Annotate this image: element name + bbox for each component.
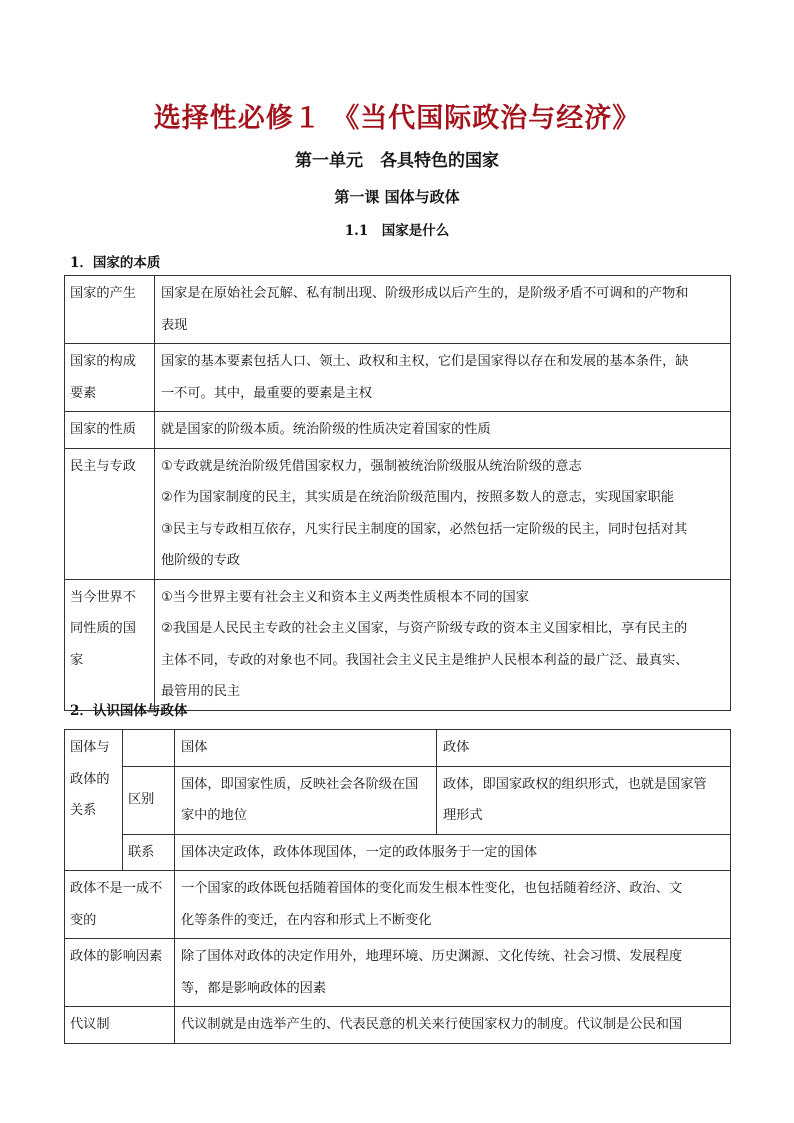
diff-zhengti: 政体，即国家政权的组织形式，也就是国家管 理形式 [437, 766, 731, 834]
row-label: 政体不是一成不 变的 [65, 871, 175, 939]
table-row [65, 448, 731, 579]
row-label: 代议制 [65, 1007, 175, 1044]
guoti-zhengti-table [64, 729, 731, 1044]
diff-guoti: 国体，即国家性质，反映社会各阶级在国 家中的地位 [175, 766, 437, 834]
main-title: 选择性必修１ 《当代国际政治与经济》 [153, 103, 641, 134]
link-label: 联系 [123, 834, 175, 871]
col-header-zhengti: 政体 [437, 730, 731, 767]
section-title: 1.1 国家是什么 [344, 223, 450, 239]
col-header-guoti: 国体 [175, 730, 437, 767]
table-row [65, 1007, 731, 1044]
table-row [65, 579, 731, 710]
row-content: ①当今世界主要有社会主义和资本主义两类性质根本不同的国家 ②我国是人民民主专政的社会主义国家，与资产阶级专政的资本主义国家相比，享有民主的 主体不同，专政的对象也不同。我国社会主义民主是维护人民根本利益的最广泛、最真实、 最管用的民主 [155, 579, 731, 710]
state-essence-table [64, 275, 731, 711]
table-row [65, 871, 731, 939]
row-content: 国家是在原始社会瓦解、私有制出现、阶级形成以后产生的，是阶级矛盾不可调和的产物和 表现 [155, 276, 731, 344]
row-content: 代议制就是由选举产生的、代表民意的机关来行使国家权力的制度。代议制是公民和国 [175, 1007, 731, 1044]
row-label: 当今世界不 同性质的国 家 [65, 579, 155, 710]
row-content: 一个国家的政体既包括随着国体的变化而发生根本性变化，也包括随着经济、政治、文 化等条件的变迁，在内容和形式上不断变化 [175, 871, 731, 939]
table-row [65, 766, 731, 834]
table-row [65, 834, 731, 871]
table-row [65, 939, 731, 1007]
row-label: 国家的产生 [65, 276, 155, 344]
relation-label: 国体与 政体的 关系 [65, 730, 123, 871]
table-row [65, 412, 731, 449]
row-label: 国家的性质 [65, 412, 155, 449]
empty-cell [123, 730, 175, 767]
row-content: 就是国家的阶级本质。统治阶级的性质决定着国家的性质 [155, 412, 731, 449]
section2-heading: 2．认识国体与政体 [70, 703, 188, 719]
table-row [65, 344, 731, 412]
row-content: 国家的基本要素包括人口、领土、政权和主权，它们是国家得以存在和发展的基本条件，缺 一不可。其中，最重要的要素是主权 [155, 344, 731, 412]
row-label: 政体的影响因素 [65, 939, 175, 1007]
lesson-title: 第一课 国体与政体 [334, 188, 460, 206]
section1-heading: 1．国家的本质 [70, 255, 161, 271]
table-row [65, 730, 731, 767]
row-label: 国家的构成 要素 [65, 344, 155, 412]
link-text: 国体决定政体，政体体现国体，一定的政体服务于一定的国体 [175, 834, 731, 871]
table-row [65, 276, 731, 344]
diff-label: 区别 [123, 766, 175, 834]
row-content: 除了国体对政体的决定作用外，地理环境、历史渊源、文化传统、社会习惯、发展程度 等，都是影响政体的因素 [175, 939, 731, 1007]
row-content: ①专政就是统治阶级凭借国家权力，强制被统治阶级服从统治阶级的意志 ②作为国家制度的民主，其实质是在统治阶级范围内，按照多数人的意志，实现国家职能 ③民主与专政相互依存，凡实行民主制度的国家，必然包括一定阶级的民主，同时包括对其 他阶级的专政 [155, 448, 731, 579]
unit-title: 第一单元 各具特色的国家 [295, 151, 499, 171]
row-label: 民主与专政 [65, 448, 155, 579]
